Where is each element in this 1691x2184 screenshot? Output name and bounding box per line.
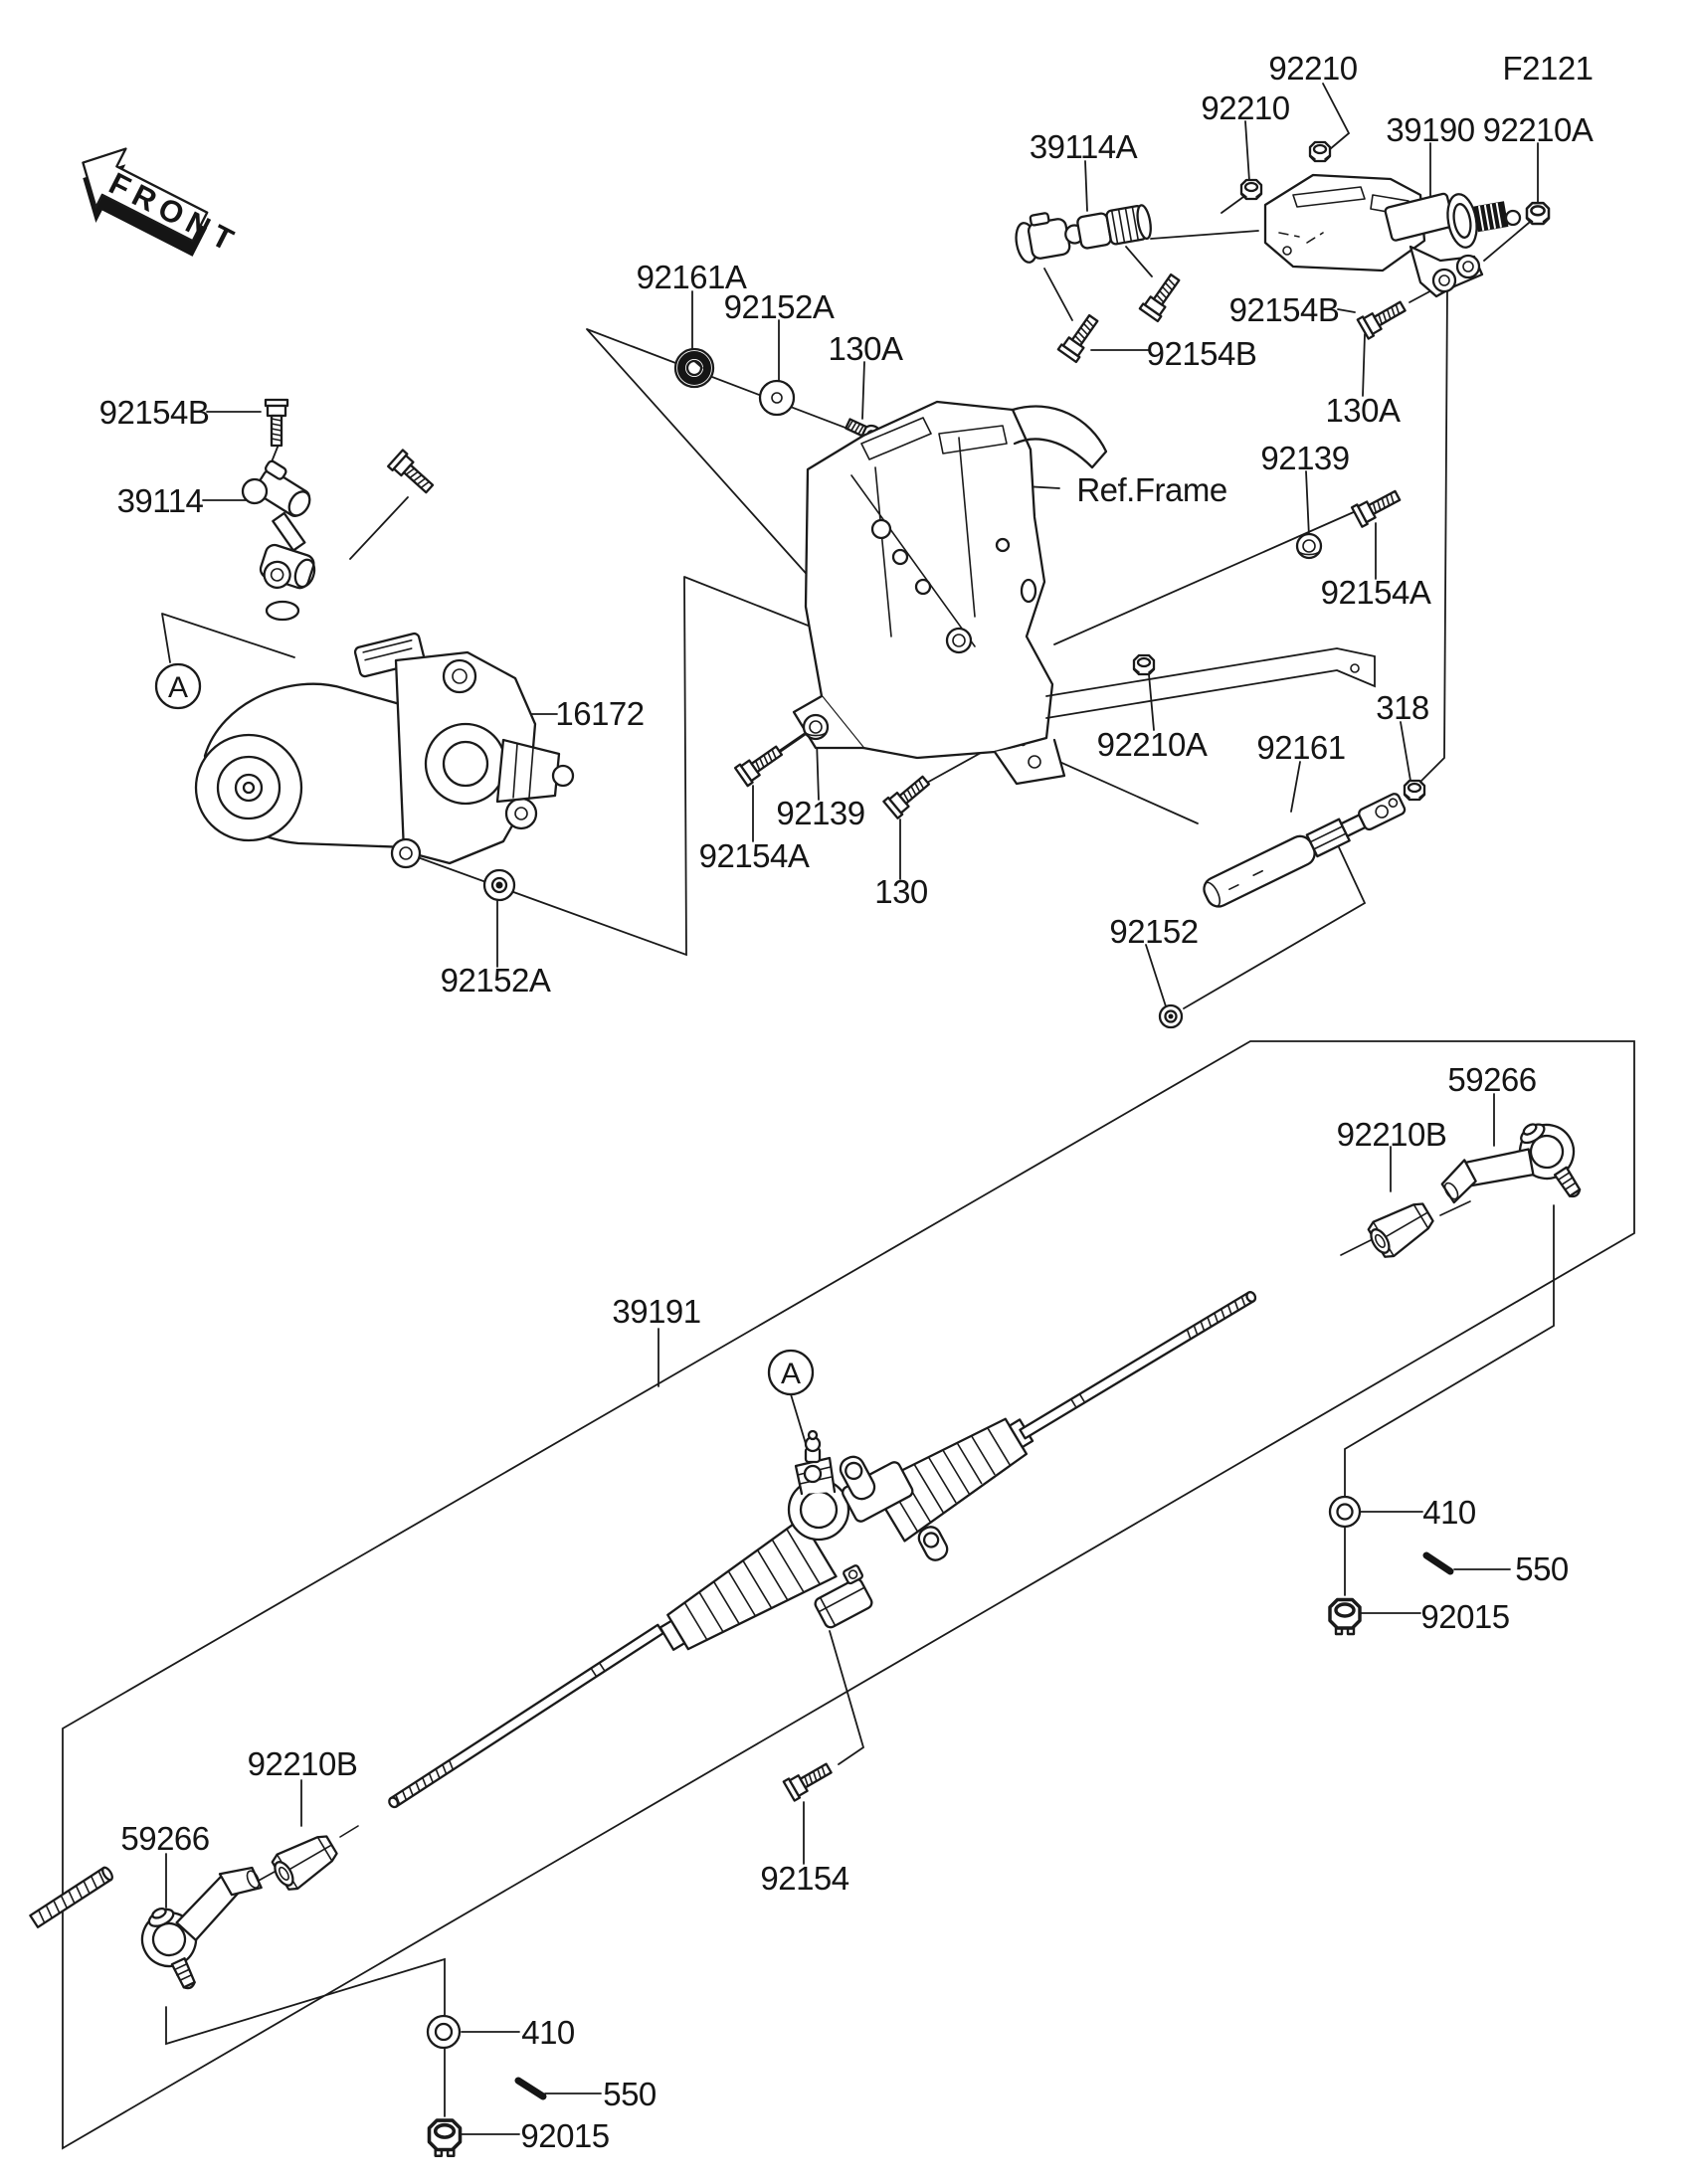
bolt-130-icon <box>883 772 932 818</box>
nut-92210-top-icon <box>1310 142 1330 161</box>
part-label-39114: 39114 <box>116 482 204 519</box>
part-label-92210-top: 92210 <box>1268 50 1358 87</box>
nut-92015-right-icon <box>1330 1600 1360 1635</box>
bolt-92154B-lower-icon <box>1058 312 1102 362</box>
nut-92210-left-icon <box>1241 180 1261 199</box>
part-label-130A-right: 130A <box>1325 392 1401 429</box>
bolt-92154B-far-left-icon <box>266 400 287 446</box>
part-label-318: 318 <box>1376 689 1429 726</box>
part-label-92152A-mid: 92152A <box>723 288 835 325</box>
part-label-92139-right: 92139 <box>1260 440 1350 476</box>
detail-marker-label: A <box>780 1358 802 1390</box>
leader-right-tierod-stack <box>1345 1205 1554 1595</box>
detail-marker-A-1 <box>769 1351 813 1394</box>
part-label-550-left: 550 <box>603 2076 657 2112</box>
cotter-pin-550-right-icon <box>1426 1555 1450 1571</box>
part-label-92210B-left: 92210B <box>247 1745 358 1782</box>
leader-92161 <box>1291 762 1300 812</box>
part-label-59266-left: 59266 <box>120 1820 210 1857</box>
leader-130A-right <box>1363 334 1365 396</box>
tierod-thread-stub-left <box>30 1866 113 1927</box>
part-label-550-right: 550 <box>1515 1550 1569 1587</box>
part-label-92161: 92161 <box>1256 729 1346 766</box>
bolt-92154B-2-icon <box>388 450 437 496</box>
part-label-92210-left: 92210 <box>1201 90 1290 126</box>
leader-92154 <box>804 1631 863 1864</box>
part-label-130A-left: 130A <box>828 330 903 367</box>
bolt-92154B-upper-icon <box>1358 296 1409 338</box>
part-label-92154A-left: 92154A <box>698 837 810 874</box>
part-label-39191: 39191 <box>612 1293 701 1330</box>
leader-130A-left <box>862 362 864 419</box>
inner-tierod-left <box>388 1625 663 1809</box>
washer-410-left-icon <box>428 2016 460 2048</box>
washer-92139-left-icon <box>804 715 828 739</box>
part-label-92210A-left: 92210A <box>1096 726 1208 763</box>
washer-92152A-mid-icon <box>760 381 794 415</box>
front-arrow <box>62 134 254 284</box>
bolt-92154-icon <box>784 1758 835 1800</box>
detail-marker-A-0 <box>156 664 200 708</box>
bolt-92154A-right-icon <box>1352 486 1403 527</box>
grommet-92161A-icon <box>675 349 713 387</box>
washer-410-right-icon <box>1330 1497 1360 1527</box>
leader-92210A-top <box>1484 143 1538 261</box>
leader-130 <box>900 753 981 879</box>
leader-92210-top <box>1323 84 1349 149</box>
part-label-92161A: 92161A <box>636 259 747 295</box>
part-label-92154B-upper: 92154B <box>1228 291 1340 328</box>
part-label-39190: 39190 <box>1386 111 1475 148</box>
part-label-59266-right: 59266 <box>1447 1061 1537 1098</box>
figure-code: F2121 <box>1502 50 1594 87</box>
leader-92210A-left <box>1149 674 1154 730</box>
part-label-92015-right: 92015 <box>1420 1598 1510 1635</box>
rack-assembly-39191 <box>650 1402 1042 1668</box>
ujoint-39114 <box>243 459 319 620</box>
leader-left-tierod-stack <box>166 1959 445 2116</box>
eps-unit-16172 <box>196 633 573 867</box>
part-label-ref-frame: Ref.Frame <box>1076 471 1227 508</box>
part-label-92154B-lower: 92154B <box>1146 335 1257 372</box>
detail-marker-label: A <box>167 671 189 704</box>
bolt-92154A-left-icon <box>735 742 785 786</box>
nut-92210A-left-icon <box>1134 655 1154 674</box>
nut-318-icon <box>1405 781 1424 800</box>
damper-92161 <box>1200 789 1408 911</box>
tierod-end-59266-right-icon <box>1437 1105 1598 1253</box>
part-label-92154A-right: 92154A <box>1320 574 1431 611</box>
cotter-pin-550-left-icon <box>518 2081 543 2096</box>
part-label-130: 130 <box>874 873 928 910</box>
nut-92015-left-icon <box>430 2120 461 2156</box>
leader-92154B-2 <box>350 497 408 559</box>
part-label-39114A: 39114A <box>1029 128 1138 165</box>
leader-92154B-lower <box>1044 247 1152 350</box>
part-label-92152: 92152 <box>1109 913 1199 950</box>
washer-92139-right-icon <box>1297 534 1321 558</box>
part-label-92154B-far-left: 92154B <box>98 394 210 431</box>
front-arrow-label: FRONT <box>103 165 246 262</box>
part-label-410-right: 410 <box>1422 1494 1476 1531</box>
washer-92152-icon <box>1160 1005 1182 1027</box>
tierod-end-59266-left-icon <box>128 1860 287 1998</box>
part-label-410-left: 410 <box>521 2014 575 2051</box>
part-label-92152A-bottom: 92152A <box>440 962 551 999</box>
part-label-92154: 92154 <box>760 1860 849 1897</box>
washer-92152A-bottom-icon <box>484 870 514 900</box>
leader-318 <box>1401 722 1410 781</box>
part-label-92210A-top: 92210A <box>1482 111 1594 148</box>
part-label-16172: 16172 <box>555 695 645 732</box>
bolt-92154B-lower2-icon <box>1140 272 1184 321</box>
leader-detail-a-wedge <box>162 614 294 662</box>
part-label-92015-left: 92015 <box>520 2117 610 2154</box>
part-label-92139-left: 92139 <box>776 795 865 831</box>
sleeve-92210B-right-icon <box>1364 1195 1438 1262</box>
inner-tierod-right <box>1020 1291 1256 1439</box>
nut-92210A-top-icon <box>1527 203 1549 224</box>
sleeve-92210B-left-icon <box>268 1828 342 1895</box>
part-label-92210B-right: 92210B <box>1336 1116 1447 1153</box>
